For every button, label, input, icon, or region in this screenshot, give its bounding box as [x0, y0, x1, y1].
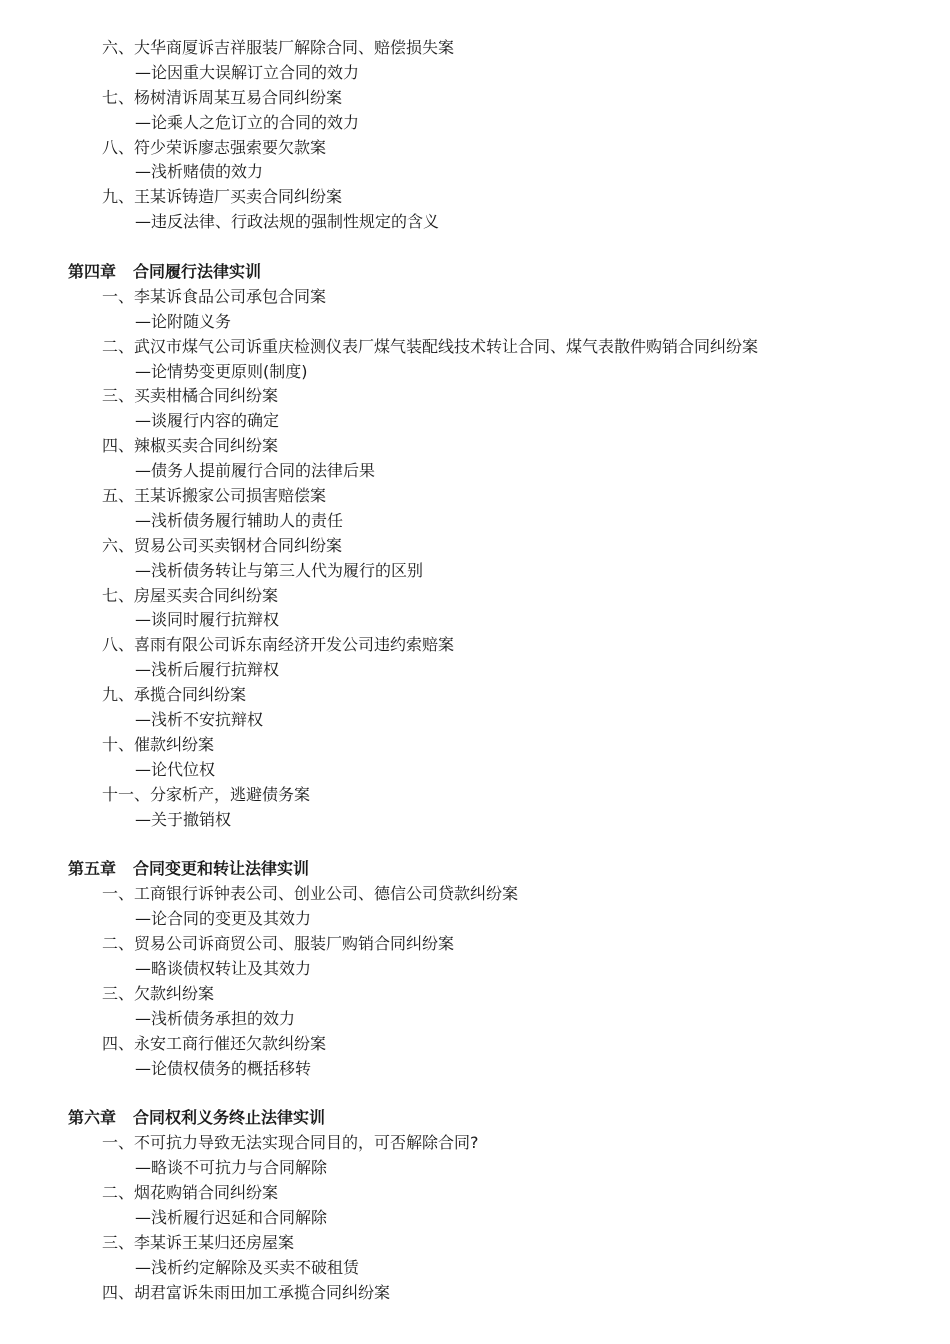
- case-title: 十、催款纠纷案: [102, 734, 215, 754]
- case-title: 三、买卖柑橘合同纠纷案: [102, 386, 279, 406]
- case-title: 四、永安工商行催还欠款纠纷案: [102, 1033, 327, 1053]
- case-title: 二、贸易公司诉商贸公司、服装厂购销合同纠纷案: [102, 934, 455, 954]
- case-subtitle: —债务人提前履行合同的法律后果: [135, 461, 376, 481]
- case-title: 十一、分家析产，逃避债务案: [102, 784, 311, 804]
- case-title: 八、符少荣诉廖志强索要欠款案: [102, 137, 327, 157]
- case-subtitle: —略谈债权转让及其效力: [135, 958, 312, 978]
- case-subtitle: —浅析履行迟延和合同解除: [135, 1207, 328, 1227]
- chapter-heading: [0, 857, 950, 882]
- case-subtitle: —关于撤销权: [135, 809, 232, 829]
- case-title: 八、喜雨有限公司诉东南经济开发公司违约索赔案: [102, 635, 455, 655]
- case-title: 二、武汉市煤气公司诉重庆检测仪表厂煤气装配线技术转让合同、煤气表散件购销合同纠纷案: [102, 336, 759, 356]
- case-subtitle: —浅析赌债的效力: [135, 162, 264, 182]
- table-of-contents: [0, 36, 950, 1305]
- case-title: 四、胡君富诉朱雨田加工承揽合同纠纷案: [102, 1282, 391, 1302]
- case-subtitle: —浅析债务履行辅助人的责任: [135, 510, 344, 530]
- case-title: 一、工商银行诉钟表公司、创业公司、德信公司贷款纠纷案: [102, 884, 519, 904]
- case-title: 六、大华商厦诉吉祥服装厂解除合同、赔偿损失案: [102, 38, 455, 57]
- case-title: 四、辣椒买卖合同纠纷案: [102, 436, 279, 456]
- case-title: 九、王某诉铸造厂买卖合同纠纷案: [102, 187, 343, 207]
- case-title: 五、王某诉搬家公司损害赔偿案: [102, 486, 327, 506]
- case-subtitle: —论合同的变更及其效力: [135, 909, 312, 929]
- case-subtitle: —论债权债务的概括移转: [135, 1058, 312, 1078]
- case-title: 七、杨树清诉周某互易合同纠纷案: [102, 87, 343, 107]
- case-subtitle: —谈履行内容的确定: [135, 411, 280, 431]
- chapter-heading: [0, 260, 950, 285]
- case-subtitle: —违反法律、行政法规的强制性规定的含义: [135, 212, 440, 232]
- chapter-number: 第五章: [68, 859, 117, 879]
- case-subtitle: —略谈不可抗力与合同解除: [135, 1158, 328, 1178]
- case-subtitle: —浅析不安抗辩权: [135, 710, 264, 730]
- case-subtitle: —浅析债务承担的效力: [135, 1008, 296, 1028]
- case-title: 一、李某诉食品公司承包合同案: [102, 286, 327, 306]
- case-subtitle: —谈同时履行抗辩权: [135, 610, 280, 630]
- case-subtitle: —论代位权: [135, 759, 216, 779]
- case-subtitle: —浅析债务转让与第三人代为履行的区别: [135, 560, 424, 580]
- chapter-title: 合同履行法律实训: [133, 262, 262, 282]
- chapter-title: 合同权利义务终止法律实训: [133, 1108, 326, 1128]
- case-title: 二、烟花购销合同纠纷案: [102, 1182, 279, 1202]
- case-subtitle: —论附随义务: [135, 311, 232, 331]
- case-subtitle: —论因重大误解订立合同的效力: [135, 62, 360, 82]
- case-title: 三、欠款纠纷案: [102, 983, 215, 1003]
- case-subtitle: —浅析约定解除及买卖不破租赁: [135, 1257, 360, 1277]
- case-title: 三、李某诉王某归还房屋案: [102, 1232, 295, 1252]
- case-title: 一、不可抗力导致无法实现合同目的，可否解除合同?: [102, 1133, 479, 1153]
- case-title: 七、房屋买卖合同纠纷案: [102, 585, 279, 605]
- chapter-number: 第四章: [68, 262, 117, 282]
- chapter-title: 合同变更和转让法律实训: [133, 859, 310, 879]
- case-subtitle: —论乘人之危订立的合同的效力: [135, 112, 360, 132]
- case-title: 六、贸易公司买卖钢材合同纠纷案: [102, 535, 343, 555]
- case-title: 九、承揽合同纠纷案: [102, 685, 247, 705]
- chapter-number: 第六章: [68, 1108, 117, 1128]
- case-subtitle: —浅析后履行抗辩权: [135, 660, 280, 680]
- case-subtitle: —论情势变更原则(制度): [135, 361, 308, 381]
- chapter-heading: [0, 1106, 950, 1131]
